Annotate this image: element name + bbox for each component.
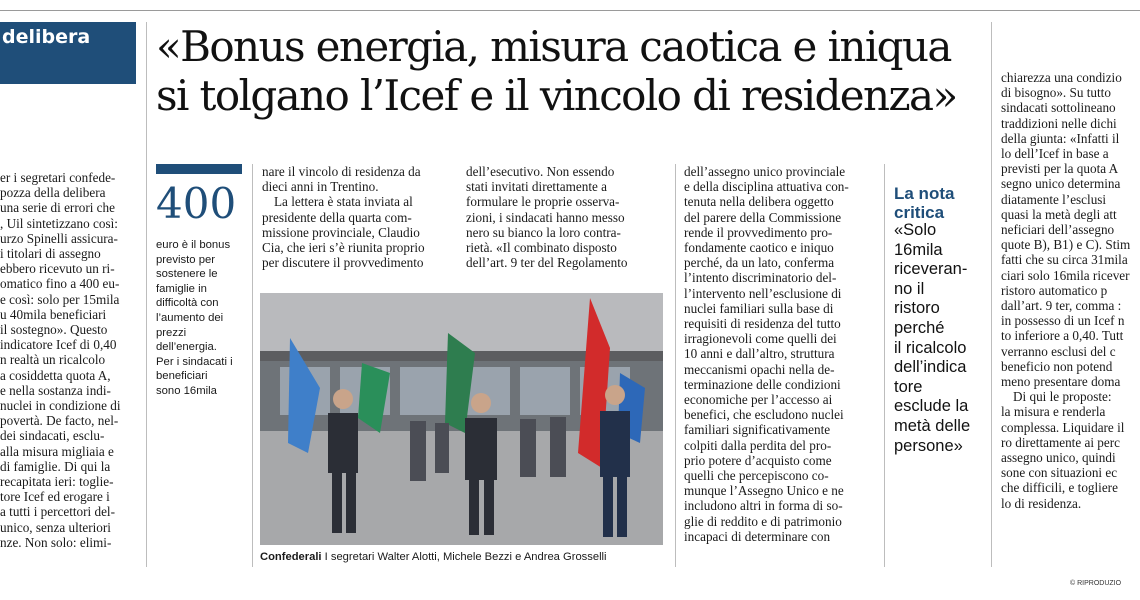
stat-number: 400 <box>156 179 237 228</box>
text-line: familiari significativamente <box>684 422 831 438</box>
column-rule <box>146 22 147 567</box>
column-rule <box>884 164 885 567</box>
text-line: omatico fino a 400 eu- <box>0 276 120 292</box>
text-line: una serie di errori che <box>0 200 115 216</box>
section-banner <box>0 22 136 84</box>
text-line: benefici, che escludono nuclei <box>684 407 844 423</box>
text-line: economiche per l’accesso ai <box>684 392 833 408</box>
text-line: famiglie in <box>156 282 207 295</box>
text-line: il sostegno». Questo <box>0 322 108 338</box>
text-line: tore Icef ed erogare i <box>0 489 110 505</box>
text-line: includono altri in forma di so- <box>684 498 843 514</box>
article-column-1 <box>0 170 143 550</box>
text-line: Per i sindacati i <box>156 355 233 368</box>
text-line: meno presentare doma <box>1001 374 1121 390</box>
article-column-6 <box>1001 70 1140 511</box>
headline-line-1: «Bonus energia, misura caotica e iniqua <box>156 22 951 71</box>
headline <box>156 22 986 120</box>
article-column-3 <box>466 164 628 270</box>
text-line: che difficili, e togliere <box>1001 480 1118 496</box>
text-line: pozza della delibera <box>0 185 106 201</box>
column-rule <box>675 164 676 567</box>
text-line: zioni, i sindacati hanno messo <box>466 209 625 225</box>
text-line: l’aumento dei <box>156 311 224 324</box>
text-line: nero su bianco la loro contra- <box>466 224 621 240</box>
text-line: glie di reddito e di patrimonio <box>684 513 842 529</box>
text-line: neficiari dell’assegno <box>1001 222 1115 238</box>
text-line: chiarezza una condizio <box>1001 70 1122 85</box>
nota-critica-title <box>894 184 954 222</box>
text-line: meccanismi opachi nella de- <box>684 361 835 377</box>
text-line: nuclei in condizione di <box>0 398 121 414</box>
photo-caption-label: Confederali <box>260 551 322 563</box>
text-line: munque l’Assegno Unico e ne <box>684 483 844 499</box>
text-line: esclude la <box>894 397 969 416</box>
text-line: dei sindacati, esclu- <box>0 428 105 444</box>
text-line: ristoro automatico p <box>1001 282 1108 298</box>
text-line: fatti che su circa 31mila <box>1001 252 1128 268</box>
text-line: tore <box>894 377 923 396</box>
text-line: irragionevoli come quelli dei <box>684 331 837 347</box>
text-line: diatamente l’esclusi <box>1001 191 1107 207</box>
text-line: sostenere le <box>156 268 218 281</box>
text-line: e così: solo per 15mila <box>0 291 120 307</box>
stat-description <box>156 238 233 399</box>
text-line: dell’art. 9 ter del Regolamento <box>466 255 628 271</box>
text-line: ro direttamente ai perc <box>1001 434 1120 450</box>
text-line: rende il provvedimento pro- <box>684 224 833 240</box>
nota-title-line-2: critica <box>894 203 945 222</box>
text-line: dell’energia. <box>156 341 217 354</box>
text-line: beneficio non potend <box>1001 358 1113 374</box>
text-line: di famiglie. Di qui la <box>0 458 111 474</box>
text-line: incapaci di determinare con <box>684 528 831 544</box>
text-line: a tutti i percettori del- <box>0 504 115 520</box>
nota-title-line-1: La nota <box>894 184 955 203</box>
text-line: complessa. Liquidare il <box>1001 419 1125 435</box>
text-line: dell’esecutivo. Non essendo <box>466 164 615 179</box>
text-line: nare il vincolo di residenza da <box>262 164 421 179</box>
text-line: verranno esclusi del c <box>1001 343 1116 359</box>
text-line: n realtà un ricalcolo <box>0 352 106 368</box>
text-line: sindacati sottolineano <box>1001 100 1116 116</box>
text-line: la misura e renderla <box>1001 404 1106 420</box>
text-line: alla misura migliaia e <box>0 443 114 459</box>
text-line: u 40mila beneficiari <box>0 306 107 322</box>
text-line: segno unico determina <box>1001 176 1121 192</box>
text-line: l’intento discriminatorio del- <box>684 270 837 286</box>
text-line: metà delle <box>894 416 971 435</box>
text-line: e nella sostanza indi- <box>0 382 111 398</box>
article-column-2 <box>262 164 425 270</box>
text-line: a cosiddetta quota A, <box>0 367 111 383</box>
photo-caption <box>260 551 607 563</box>
text-line: per discutere il provvedimento <box>262 255 424 271</box>
text-line: rietà. «Il combinato disposto <box>466 240 617 256</box>
text-line: to inferiore a 0,40. Tutt <box>1001 328 1124 344</box>
text-line: euro è il bonus <box>156 239 231 251</box>
text-line: 16mila <box>894 240 943 259</box>
text-line: del parere della Commissione <box>684 209 842 225</box>
text-line: povertà. De facto, nel- <box>0 413 119 429</box>
top-rule <box>0 10 1140 11</box>
text-line: formulare le proprie osserva- <box>466 194 620 210</box>
text-line: i titolari di assegno <box>0 246 101 262</box>
text-line: quote B), B1) e C). Stim <box>1001 237 1131 253</box>
text-line: quelli che percepiscono co- <box>684 468 829 484</box>
copyright-notice: © RIPRODUZIO <box>1070 580 1122 587</box>
text-line: ebbero ricevuto un ri- <box>0 261 115 277</box>
text-line: Di qui le proposte: <box>1013 389 1112 405</box>
text-line: previsto per <box>156 253 216 266</box>
text-line: «Solo <box>894 221 937 239</box>
text-line: difficoltà con <box>156 297 219 310</box>
text-line: recapitata ieri: toglie- <box>0 474 114 490</box>
headline-line-2: si tolgano l’Icef e il vincolo di residenza» <box>156 71 957 120</box>
text-line: e della disciplina attuativa con- <box>684 179 849 195</box>
text-line: fondamente caotico e iniquo <box>684 240 834 256</box>
text-line: il ricalcolo <box>894 338 967 357</box>
text-line: nze. Non solo: elimi- <box>0 534 112 550</box>
photo-protest <box>260 293 663 545</box>
text-line: lo di residenza. <box>1001 495 1082 511</box>
text-line: presidente della quarta com- <box>262 209 412 225</box>
text-line: requisiti di residenza del tutto <box>684 316 841 332</box>
text-line: quasi la metà degli att <box>1001 206 1117 222</box>
text-line: persone» <box>894 436 963 455</box>
text-line: perché, da un lato, conferma <box>684 255 835 271</box>
text-line: no il <box>894 279 925 298</box>
text-line: assegno unico, quindi <box>1001 450 1116 466</box>
text-line: terminazione delle condizioni <box>684 376 841 392</box>
text-line: dell’indica <box>894 358 967 377</box>
text-line: prezzi <box>156 326 187 339</box>
stat-accent-bar <box>156 164 242 174</box>
text-line: tenuta nella delibera oggetto <box>684 194 834 210</box>
text-line: ciari solo 16mila ricever <box>1001 267 1130 283</box>
text-line: beneficiari <box>156 370 208 383</box>
text-line: er i segretari confede- <box>0 170 116 185</box>
text-line: di bisogno». Su tutto <box>1001 85 1111 101</box>
text-line: stati invitati direttamente a <box>466 179 607 195</box>
text-line: traddizioni nelle dichi <box>1001 115 1117 131</box>
section-banner-label: delibera <box>2 26 91 48</box>
text-line: 10 anni e dall’altro, struttura <box>684 346 835 362</box>
column-rule <box>991 22 992 567</box>
text-line: della giunta: «Infatti il <box>1001 130 1120 146</box>
text-line: ristoro <box>894 299 940 318</box>
text-line: colpiti dalla perdita del pro- <box>684 437 832 453</box>
text-line: l’intervento nell’esclusione di <box>684 285 842 301</box>
nota-critica-quote <box>894 221 970 456</box>
text-line: urzo Spinelli assicura- <box>0 230 118 246</box>
text-line: sono 16mila <box>156 384 217 397</box>
text-line: La lettera è stata inviata al <box>274 194 413 210</box>
text-line: lo dell’Icef in base a <box>1001 146 1109 162</box>
text-line: prio potere d’acquisto come <box>684 452 832 468</box>
photo-illustration <box>260 293 663 545</box>
text-line: riceveran- <box>894 260 968 279</box>
text-line: Cia, che ieri s’è riunita proprio <box>262 240 425 256</box>
text-line: in possesso di un Icef n <box>1001 313 1125 329</box>
text-line: perché <box>894 318 945 337</box>
text-line: sone con situazioni ec <box>1001 465 1118 481</box>
column-rule <box>252 164 253 567</box>
text-line: nuclei familiari sulla base di <box>684 300 834 316</box>
text-line: dell’assegno unico provinciale <box>684 164 846 179</box>
text-line: previsti per la quota A <box>1001 161 1119 177</box>
text-line: unico, senza ulteriori <box>0 519 111 535</box>
text-line: , Uil sintetizzano così: <box>0 215 118 231</box>
text-line: missione provinciale, Claudio <box>262 224 420 240</box>
text-line: dieci anni in Trentino. <box>262 179 379 195</box>
text-line: indicatore Icef di 0,40 <box>0 337 117 353</box>
article-column-4 <box>684 164 849 544</box>
photo-caption-text: I segretari Walter Alotti, Michele Bezzi e Andrea Grosselli <box>321 551 607 563</box>
text-line: dall’art. 9 ter, comma : <box>1001 298 1122 314</box>
